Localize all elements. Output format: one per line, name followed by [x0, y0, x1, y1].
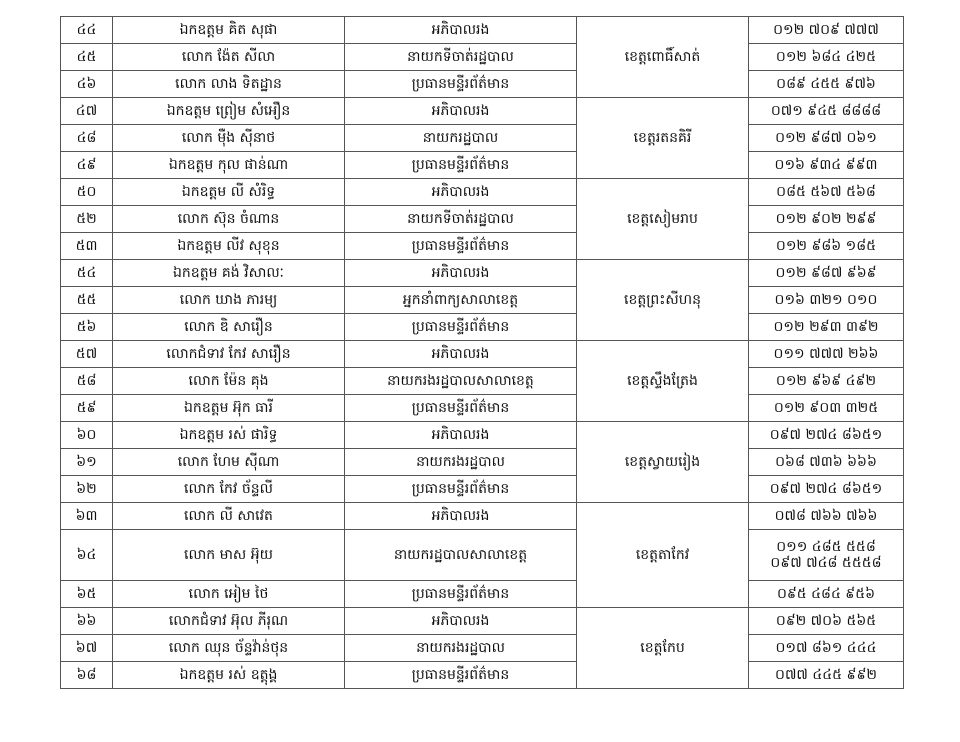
- table-row: [61, 125, 904, 152]
- table-row: [61, 368, 904, 395]
- position-cell: អភិបាលរង: [345, 341, 577, 368]
- row-number-cell: ៦២: [61, 476, 113, 503]
- official-name-cell: ឯកឧត្តម អ៊ុក ធារី: [113, 395, 345, 422]
- table-row: [61, 152, 904, 179]
- row-number-cell: ៥៩: [61, 395, 113, 422]
- position-cell: នាយកទីចាត់រដ្ឋបាល: [345, 206, 577, 233]
- position-cell: នាយករងរដ្ឋបាល: [345, 449, 577, 476]
- position-cell: ប្រធានមន្ទីរព័ត៌មាន: [345, 662, 577, 689]
- phone-cell: [749, 449, 904, 476]
- row-number-cell: ៦៣: [61, 503, 113, 530]
- phone-number: ០១២ ៦៨៤ ៤២៥: [775, 48, 877, 65]
- position-cell: អភិបាលរង: [345, 17, 577, 44]
- phone-number: ០១២ ៧០៩ ៧៧៧: [773, 21, 879, 38]
- table-row: [61, 449, 904, 476]
- official-name-cell: លោក លី សាវេត: [113, 503, 345, 530]
- position-cell: នាយករដ្ឋបាល: [345, 125, 577, 152]
- official-name-cell: លោក ឈុន ច័ន្ទវ៉ាន់ថុន: [113, 635, 345, 662]
- table-row: [61, 635, 904, 662]
- phone-cell: [749, 662, 904, 689]
- province-cell: ខេត្តព្រះសីហនុ: [577, 260, 749, 341]
- table-row: [61, 608, 904, 635]
- phone-number: ០១២ ៩៦៩ ៤៩២: [775, 372, 877, 389]
- position-cell: អ្នកនាំពាក្យសាលាខេត្ត: [345, 287, 577, 314]
- row-number-cell: ៦៦: [61, 608, 113, 635]
- province-cell: ខេត្តស្វាយរៀង: [577, 422, 749, 503]
- position-cell: ប្រធានមន្ទីរព័ត៌មាន: [345, 152, 577, 179]
- row-number-cell: ៥៥: [61, 287, 113, 314]
- row-number-cell: ៦០: [61, 422, 113, 449]
- table-row: [61, 44, 904, 71]
- row-number-cell: ៥៣: [61, 233, 113, 260]
- official-name-cell: លោក មាស អ៊ុយ: [113, 530, 345, 581]
- phone-cell: [749, 98, 904, 125]
- phone-number: ០១២ ៩៨៧ ០៦១: [775, 129, 877, 146]
- position-cell: ប្រធានមន្ទីរព័ត៌មាន: [345, 581, 577, 608]
- row-number-cell: ៦៨: [61, 662, 113, 689]
- official-name-cell: លោក អៀម ថៃ: [113, 581, 345, 608]
- row-number-cell: ៤៩: [61, 152, 113, 179]
- position-cell: អភិបាលរង: [345, 260, 577, 287]
- phone-cell: [749, 476, 904, 503]
- table-row: [61, 71, 904, 98]
- official-name-cell: លោកជំទាវ កែវ សារឿន: [113, 341, 345, 368]
- position-cell: អភិបាលរង: [345, 179, 577, 206]
- position-cell: នាយកទីចាត់រដ្ឋបាល: [345, 44, 577, 71]
- table-row: [61, 476, 904, 503]
- row-number-cell: ៤៨: [61, 125, 113, 152]
- table-row: [61, 17, 904, 44]
- phone-cell: [749, 206, 904, 233]
- official-name-cell: លោក លាង ទិតដ្ឋាន: [113, 71, 345, 98]
- table-row: [61, 422, 904, 449]
- official-name-cell: លោក ម៉ឺង ស៊ីនាថ: [113, 125, 345, 152]
- row-number-cell: ៤៦: [61, 71, 113, 98]
- phone-cell: [749, 635, 904, 662]
- phone-number: ០៨៥ ៥៦៧ ៥៦៨: [776, 183, 876, 200]
- table-row: [61, 395, 904, 422]
- phone-cell: [749, 368, 904, 395]
- province-cell: ខេត្តកែប: [577, 608, 749, 689]
- row-number-cell: ៥២: [61, 206, 113, 233]
- phone-cell: [749, 395, 904, 422]
- phone-number: ០៩៧ ២៧៤ ៨៦៥១: [769, 426, 883, 443]
- table-row: [61, 341, 904, 368]
- row-number-cell: ៥៨: [61, 368, 113, 395]
- table-row: [61, 503, 904, 530]
- phone-cell: [749, 152, 904, 179]
- province-cell: ខេត្តស្ទឹងត្រែង: [577, 341, 749, 422]
- phone-cell: [749, 581, 904, 608]
- province-cell: ខេត្តសៀមរាប: [577, 179, 749, 260]
- official-name-cell: លោកជំទាវ អ៊ុល ភីរុណ: [113, 608, 345, 635]
- row-number-cell: ៦១: [61, 449, 113, 476]
- phone-cell: [749, 314, 904, 341]
- table-row: [61, 662, 904, 689]
- position-cell: ប្រធានមន្ទីរព័ត៌មាន: [345, 476, 577, 503]
- official-name-cell: ឯកឧត្តម កុល ផាន់ណា: [113, 152, 345, 179]
- position-cell: អភិបាលរង: [345, 503, 577, 530]
- phone-number: ០១៦ ៣២១ ០១០: [774, 291, 878, 308]
- table-row: [61, 233, 904, 260]
- position-cell: អភិបាលរង: [345, 98, 577, 125]
- official-name-cell: ឯកឧត្តម លី សំរិទ្ធ: [113, 179, 345, 206]
- phone-number: ០៩៥ ៤៨៤ ៩៥៦: [776, 585, 876, 602]
- table-row: [61, 179, 904, 206]
- table-row: [61, 530, 904, 581]
- phone-number: ០១៧ ៨៦១ ៤៤៤: [775, 639, 877, 656]
- phone-number: ០៧៨ ៧៦៦ ៧៦៦: [774, 507, 878, 524]
- phone-number: ០១២ ២៩៣ ៣៩២: [773, 318, 879, 335]
- phone-cell: [749, 17, 904, 44]
- phone-number: ០១២ ៩៨៧ ៩៦៩: [775, 264, 877, 281]
- phone-cell: [749, 341, 904, 368]
- row-number-cell: ៤៤: [61, 17, 113, 44]
- phone-cell: [749, 71, 904, 98]
- phone-number: ០៧១ ៩៤៥ ៨៨៨៨: [770, 102, 882, 119]
- row-number-cell: ៤៥: [61, 44, 113, 71]
- table-row: [61, 98, 904, 125]
- position-cell: នាយករដ្ឋបាលសាលាខេត្ត: [345, 530, 577, 581]
- official-name-cell: លោក កែវ ច័ន្ទលី: [113, 476, 345, 503]
- phone-cell: [749, 530, 904, 581]
- phone-number: ០១១ ៤៨៥ ៥៥៨: [776, 538, 876, 555]
- province-cell: ខេត្តពោធិ៍សាត់: [577, 17, 749, 98]
- phone-number: ០៩២ ៧០៦ ៥៦៥: [775, 612, 877, 629]
- row-number-cell: ៤៧: [61, 98, 113, 125]
- row-number-cell: ៦៤: [61, 530, 113, 581]
- phone-cell: [749, 233, 904, 260]
- table-row: [61, 260, 904, 287]
- row-number-cell: ៥៧: [61, 341, 113, 368]
- phone-cell: [749, 503, 904, 530]
- official-name-cell: លោក ង៉ែត សីលា: [113, 44, 345, 71]
- phone-cell: [749, 44, 904, 71]
- table-row: [61, 314, 904, 341]
- position-cell: ប្រធានមន្ទីរព័ត៌មាន: [345, 233, 577, 260]
- official-name-cell: ឯកឧត្តម គង់ វិសាលៈ: [113, 260, 345, 287]
- official-name-cell: លោក ហែម ស៊ីណា: [113, 449, 345, 476]
- position-cell: អភិបាលរង: [345, 608, 577, 635]
- row-number-cell: ៦៥: [61, 581, 113, 608]
- official-name-cell: លោក ឌិ សារឿន: [113, 314, 345, 341]
- position-cell: នាយករងរដ្ឋបាល: [345, 635, 577, 662]
- official-name-cell: លោក ឃាង ភារម្យ: [113, 287, 345, 314]
- phone-cell: [749, 422, 904, 449]
- phone-number: ០១២ ៩០២ ២៩៩: [775, 210, 877, 227]
- phone-number: ០១២ ៩០៣ ៣២៥: [773, 399, 879, 416]
- phone-number: ០៩៧ ២៧៤ ៨៦៥១: [769, 480, 883, 497]
- phone-number: ០៦៨ ៧៣៦ ៦៦៦: [775, 453, 877, 470]
- phone-number: ០១៦ ៩៣៤ ៩៩៣: [774, 156, 878, 173]
- row-number-cell: ៥៦: [61, 314, 113, 341]
- row-number-cell: ៦៧: [61, 635, 113, 662]
- official-name-cell: ឯកឧត្តម រស់ ផារិទ្ធ: [113, 422, 345, 449]
- phone-number: ០៩៧ ៧៤៨ ៥៥៥៨: [770, 555, 882, 571]
- phone-cell: [749, 260, 904, 287]
- phone-cell: [749, 125, 904, 152]
- table-body: [61, 17, 904, 689]
- row-number-cell: ៥០: [61, 179, 113, 206]
- phone-number: ០១២ ៩៨៦ ១៨៥: [775, 237, 877, 254]
- table-row: [61, 287, 904, 314]
- phone-cell: [749, 287, 904, 314]
- phone-cell: [749, 608, 904, 635]
- official-name-cell: ឯកឧត្តម ព្រៀម សំអឿន: [113, 98, 345, 125]
- phone-number: ០៧៧ ៤៤៥ ៩៩២: [775, 666, 877, 683]
- position-cell: ប្រធានមន្ទីរព័ត៌មាន: [345, 314, 577, 341]
- row-number-cell: ៥៤: [61, 260, 113, 287]
- position-cell: អភិបាលរង: [345, 422, 577, 449]
- table-row: [61, 206, 904, 233]
- official-name-cell: ឯកឧត្តម រស់ ឧត្តុង្គ: [113, 662, 345, 689]
- province-cell: ខេត្តរតនគិរី: [577, 98, 749, 179]
- phone-number: ០៨៩ ៤៥៥ ៩៧៦: [776, 75, 876, 92]
- province-cell: ខេត្តតាកែវ: [577, 503, 749, 608]
- phone-number: ០១១ ៧៧៧ ២៦៦: [773, 345, 879, 362]
- position-cell: នាយករងរដ្ឋបាលសាលាខេត្ត: [345, 368, 577, 395]
- official-contact-table: [60, 16, 904, 689]
- official-name-cell: ឯកឧត្តម គិត សុផា: [113, 17, 345, 44]
- position-cell: ប្រធានមន្ទីរព័ត៌មាន: [345, 71, 577, 98]
- table-row: [61, 581, 904, 608]
- phone-cell: [749, 179, 904, 206]
- official-name-cell: លោក ម៉ែន គុង: [113, 368, 345, 395]
- official-name-cell: ឯកឧត្តម លីវ សុខុន: [113, 233, 345, 260]
- position-cell: ប្រធានមន្ទីរព័ត៌មាន: [345, 395, 577, 422]
- official-name-cell: លោក ស៊ុន ចំណាន: [113, 206, 345, 233]
